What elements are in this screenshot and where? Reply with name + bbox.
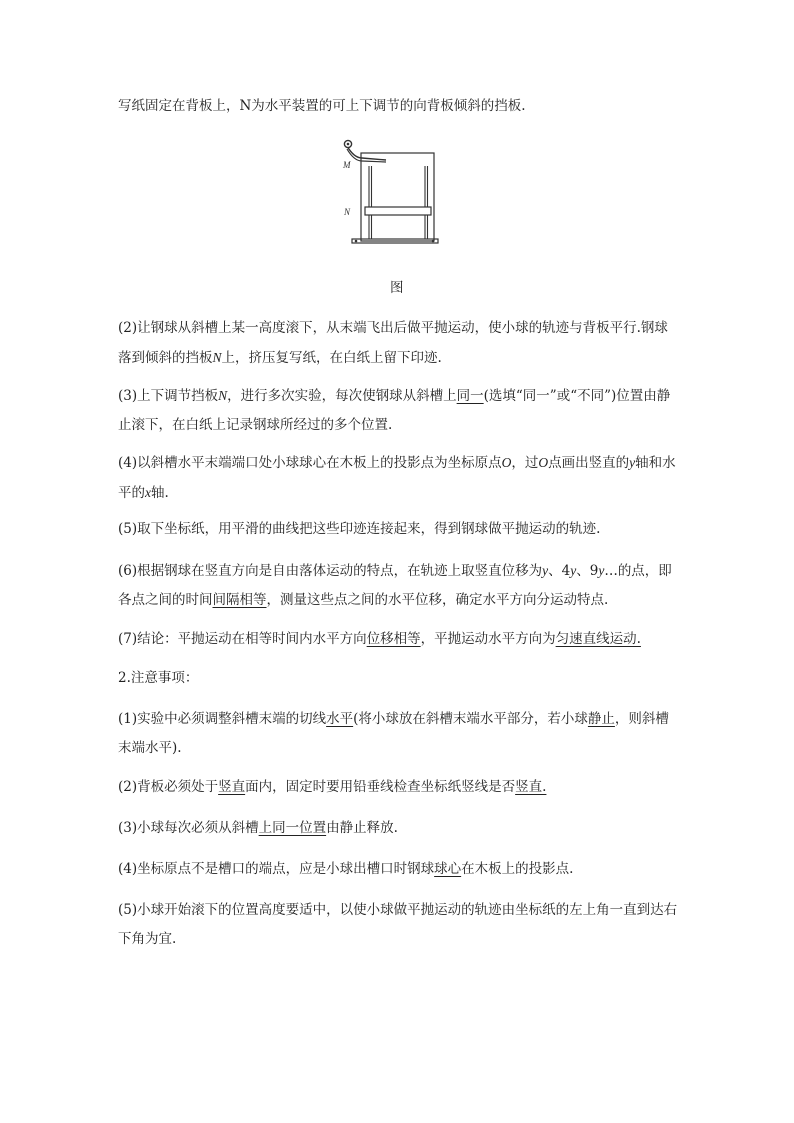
step-5: (5)取下坐标纸，用平滑的曲线把这些印迹连接起来，得到钢球做平抛运动的轨迹. bbox=[118, 521, 601, 537]
note-3: (3)小球每次必须从斜槽上同一位置由静止释放. bbox=[118, 820, 398, 836]
answer-vertical-plane: 竖直 bbox=[218, 779, 246, 795]
answer-vertical: 竖直. bbox=[515, 779, 547, 795]
note-4: (4)坐标原点不是槽口的端点，应是小球出槽口时钢球球心在木板上的投影点. bbox=[118, 861, 574, 877]
step-2: (2)让钢球从斜槽上某一高度滚下，从末端飞出后做平抛运动，使小球的轨迹与背板平行.钢球落到倾斜的挡板N上，挤压复写纸，在白纸上留下印迹. bbox=[118, 320, 668, 366]
note-1: (1)实验中必须调整斜槽末端的切线水平(将小球放在斜槽末端水平部分，若小球静止，则斜槽末端水平). bbox=[118, 711, 669, 756]
step-4: (4)以斜槽水平末端端口处小球球心在木板上的投影点为坐标原点O，过O点画出竖直的y轴和水平的x轴. bbox=[118, 455, 676, 501]
label-n: N bbox=[344, 207, 351, 217]
answer-uniform-motion: 匀速直线运动. bbox=[555, 631, 641, 647]
intro-line: 写纸固定在背板上，N为水平装置的可上下调节的向背板倾斜的挡板. bbox=[118, 98, 526, 114]
step-6: (6)根据钢球在竖直方向是自由落体运动的特点，在轨迹上取竖直位移为y、4y、9y…的点，即各点之间的时间间隔相等，测量这些点之间的水平位移，确定水平方向分运动特点. bbox=[118, 563, 672, 608]
baffle bbox=[365, 207, 431, 215]
answer-ball-center: 球心 bbox=[434, 861, 462, 877]
answer-same: 同一 bbox=[456, 388, 484, 404]
step-7: (7)结论：平抛运动在相等时间内水平方向位移相等，平抛运动水平方向为匀速直线运动. bbox=[118, 631, 641, 647]
figure-caption: 图 bbox=[390, 280, 404, 296]
answer-horizontal: 水平 bbox=[326, 711, 354, 727]
label-m: M bbox=[343, 160, 351, 170]
apparatus-figure bbox=[340, 138, 440, 250]
notes-heading: 2.注意事项： bbox=[118, 670, 199, 686]
answer-same-position: 上同一位置 bbox=[258, 820, 327, 836]
note-2: (2)背板必须处于竖直面内，固定时要用铅垂线检查坐标纸竖线是否竖直. bbox=[118, 779, 547, 795]
answer-equal-interval: 间隔相等 bbox=[212, 592, 267, 608]
apparatus-diagram bbox=[340, 138, 440, 250]
step-3: (3)上下调节挡板N，进行多次实验，每次使钢球从斜槽上同一(选填“同一”或“不同”)位置由静止滚下，在白纸上记录钢球所经过的多个位置. bbox=[118, 388, 671, 433]
answer-equal-displacement: 位移相等 bbox=[366, 631, 421, 647]
answer-static: 静止 bbox=[587, 711, 615, 727]
note-5: (5)小球开始滚下的位置高度要适中，以使小球做平抛运动的轨迹由坐标纸的左上角一直到达右下角为宜. bbox=[118, 902, 678, 947]
